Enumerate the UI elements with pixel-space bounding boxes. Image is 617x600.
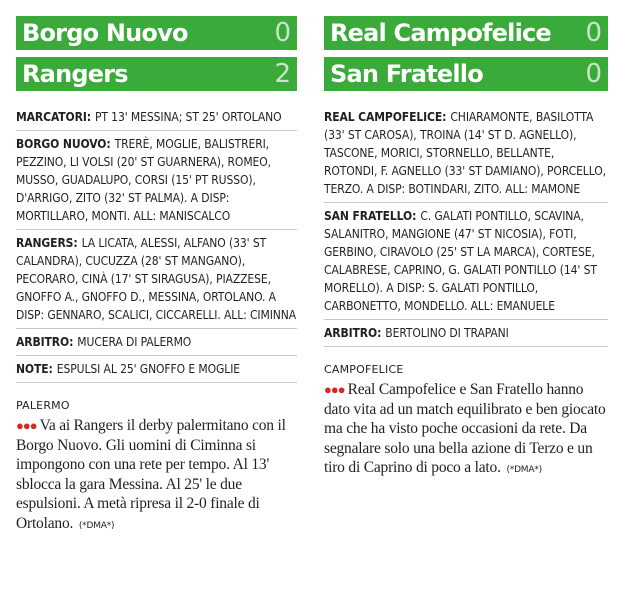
referee-section (324, 320, 608, 347)
team-name: Real Campofelice (330, 19, 551, 47)
referee-label: ARBITRO: (324, 326, 382, 340)
bullet-dots-icon: ●●● (16, 418, 37, 433)
away-lineup-section (16, 230, 297, 329)
team-name: San Fratello (330, 60, 483, 88)
lineup-label: RANGERS: (16, 236, 78, 250)
match-report (16, 416, 297, 536)
home-lineup-section (16, 131, 297, 230)
report-text: Real Campofelice e San Fratello hanno dato vita ad un match equilibrato e ben giocato ma che ha visto poche occasioni da rete. Da segnalare solo una bella azione di Terzo e un tiro di Caprino di poco a lato. (324, 381, 606, 476)
match-column-left (16, 0, 297, 536)
lineup-label: REAL CAMPOFELICE: (324, 110, 447, 124)
scorers-text: PT 13' MESSINA; ST 25' ORTOLANO (94, 110, 282, 124)
lineup-label: SAN FRATELLO: (324, 209, 417, 223)
author-signature: (*DMA*) (78, 520, 115, 531)
lineup-text: TRERÈ, MOGLIE, BALISTRERI, PEZZINO, LI VOLSI (20' ST GUARNERA), ROMEO, MUSSO, GUADALUPO, CORSI (15' PT RUSSO), D'ARRIGO, ZITO (32' ST PALMA). A DISP: MORTILLARO, MONTI. ALL: MANISCALCO (16, 137, 271, 223)
team-score: 0 (585, 18, 602, 48)
team-name: Rangers (22, 60, 128, 88)
author-signature: (*DMA*) (506, 465, 542, 475)
lineup-text: CHIARAMONTE, BASILOTTA (33' ST CAROSA), TROINA (14' ST D. AGNELLO), TASCONE, MORICI, STORNELLO, BELLANTE, ROTONDI, F. AGNELLO (33' ST DAMIANO), PORCELLO, TERZO. A DISP: BOTINDARI, ZITO. ALL: MAMONE (324, 110, 606, 196)
team-score: 0 (274, 18, 291, 48)
scorers-section (16, 104, 297, 131)
match-report (324, 380, 608, 481)
score-bar-away (324, 57, 608, 91)
match-column-right (324, 0, 608, 481)
home-lineup-section (324, 104, 608, 203)
scorers-label: MARCATORI: (16, 110, 91, 124)
dateline: PALERMO (16, 399, 70, 412)
lineup-text: C. GALATI PONTILLO, SCAVINA, SALANITRO, MANGIONE (47' ST NICOSIA), FOTI, GERBINO, CIRAVOLO (25' ST LA MARCA), CORTESE, CALABRESE, CAPRINO, G. GALATI PONTILLO (14' ST MORELLO). A DISP: S. GALATI PONTILLO, CARBONETTO, MONDELLO. ALL: EMANUELE (324, 209, 597, 313)
notes-text: ESPULSI AL 25' GNOFFO E MOGLIE (56, 362, 241, 376)
referee-label: ARBITRO: (16, 335, 74, 349)
team-score: 2 (274, 59, 291, 89)
score-bar-home (324, 16, 608, 50)
team-name: Borgo Nuovo (22, 19, 188, 47)
lineup-label: BORGO NUOVO: (16, 137, 111, 151)
referee-text: MUCERA DI PALERMO (77, 335, 192, 349)
bullet-dots-icon: ●●● (324, 382, 345, 397)
dateline: CAMPOFELICE (324, 363, 404, 376)
away-lineup-section (324, 203, 608, 320)
report-text: Va ai Rangers il derby palermitano con il Borgo Nuovo. Gli uomini di Ciminna si impongono con una rete per tempo. Al 13' sblocca la gara Messina. Al 25' le due espulsioni. A metà ripresa il 2-0 finale di Ortolano. (16, 417, 286, 532)
referee-text: BERTOLINO DI TRAPANI (385, 326, 509, 340)
notes-label: NOTE: (16, 362, 53, 376)
notes-section (16, 356, 297, 383)
lineup-text: LA LICATA, ALESSI, ALFANO (33' ST CALANDRA), CUCUZZA (28' ST MANGANO), PECORARO, CINÀ (17' ST SIRAGUSA), PIAZZESE, GNOFFO A., GNOFFO D., MESSINA, ORTOLANO. A DISP: GENNARO, SCALICI, CICCARELLI. ALL: CIMINNA (16, 236, 297, 322)
team-score: 0 (585, 59, 602, 89)
referee-section (16, 329, 297, 356)
score-bar-home (16, 16, 297, 50)
score-bar-away (16, 57, 297, 91)
